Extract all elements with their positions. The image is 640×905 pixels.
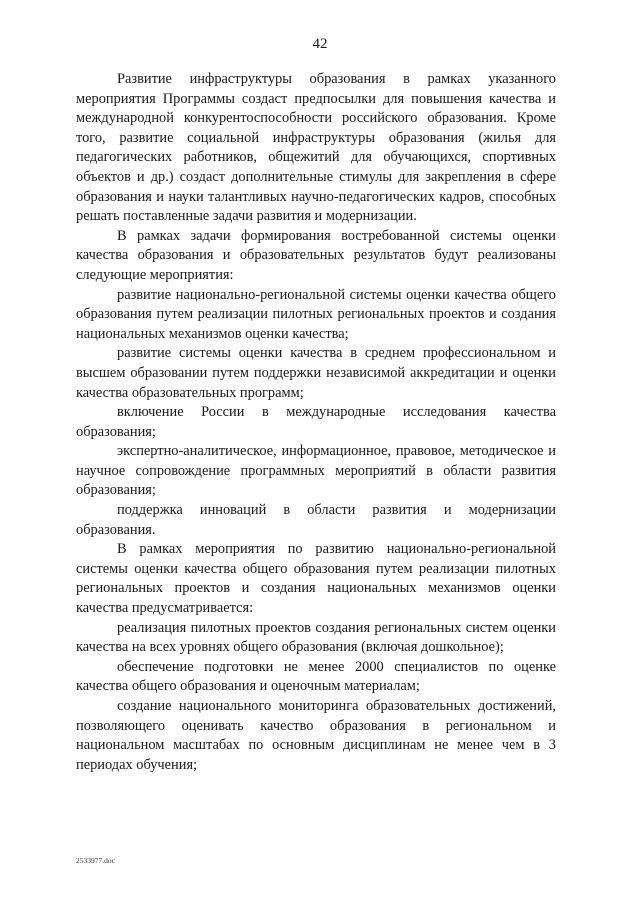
paragraph: экспертно-аналитическое, информационное, правовое, методическое и научное сопровождение программных мероприятий в области развития образования; — [76, 443, 556, 499]
paragraph: обеспечение подготовки не менее 2000 специалистов по оценке качества общего образования и оценочным материалам; — [76, 658, 556, 695]
paragraph: поддержка инноваций в области развития и модернизации образования. — [76, 502, 556, 538]
page-number: 42 — [312, 36, 328, 52]
paragraph: создание национального мониторинга образовательных достижений, позволяющего оценивать качество образования в региональном и национальном масштабах по основным дисциплинам не менее чем в 3 периодах обучения; — [76, 698, 556, 773]
footer-file-code: 2533977.doc — [76, 856, 115, 865]
paragraph: развитие национально-региональной системы оценки качества общего образования путем реализации пилотных региональных проектов и создания национальных механизмов оценки качества; — [76, 286, 556, 342]
paragraph: В рамках мероприятия по развитию национально-региональной системы оценки качества общего образования путем реализации пилотных региональных проектов и создания национальных механизмов оценки качества предусматривается: — [76, 541, 556, 617]
paragraph: развитие системы оценки качества в среднем профессиональном и высшем образовании путем поддержки независимой аккредитации и оценки качества образовательных программ; — [76, 345, 556, 401]
paragraph: включение России в международные исследования качества образования; — [76, 404, 556, 440]
document-body — [76, 70, 556, 775]
paragraph: реализация пилотных проектов создания региональных систем оценки качества на всех уровнях общего образования (включая дошкольное); — [76, 619, 556, 656]
paragraph: Развитие инфраструктуры образования в рамках указанного мероприятия Программы создаст предпосылки для повышения качества и международной конкурентоспособности российского образования. Кроме того, развитие социальной инфраструктуры образования (жилья для педагогических работников, общежитий для обучающихся, спортивных объектов и др.) создаст дополнительные стимулы для закрепления в сфере образования и науки талантливых научно-педагогических кадров, способных решать поставленные задачи развития и модернизации. — [76, 71, 556, 225]
paragraph: В рамках задачи формирования востребованной системы оценки качества образования и образовательных результатов будут реализованы следующие мероприятия: — [76, 227, 556, 283]
